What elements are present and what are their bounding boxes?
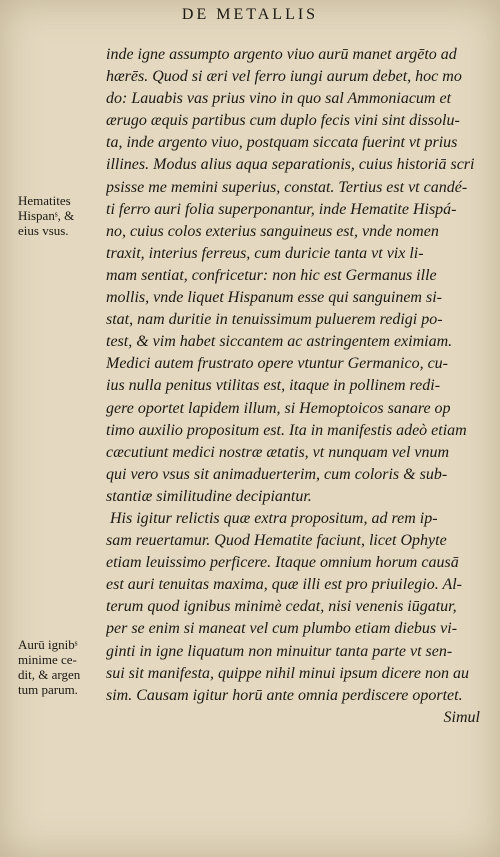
text-line: psisse me memini superius, constat. Tertius est vt candé- — [106, 178, 468, 196]
text-line: mam sentiat, confricetur: non hic est Germanus ille — [106, 266, 437, 284]
text-line: terum quod ignibus minimè cedat, nisi venenis iūgatur, — [106, 598, 457, 616]
text-line: hærēs. Quod si æri vel ferro iungi aurum debet, hoc mo — [106, 68, 462, 86]
text-line: His igitur relictis quæ extra propositum, ad rem ip- — [110, 509, 438, 527]
text-line: sui sit manifesta, quippe nihil minui ipsum dicere non au — [106, 664, 469, 682]
text-line: cæcutiunt medici nostræ ætatis, vt nunquam vel vnum — [106, 443, 450, 461]
text-line: ti ferro auri folia superponantur, inde Hematite Hispá- — [106, 200, 457, 218]
body-text — [106, 44, 484, 729]
margin-note-line: Hispanˢ, & — [18, 208, 75, 223]
text-line: ius nulla penitus vtilitas est, itaque in pollinem redi- — [106, 377, 441, 395]
text-line: per se enim si maneat vel cum plumbo etiam diebus vi- — [106, 620, 458, 638]
text-line: ginti in igne liquatum non minuitur tanta parte vt sen- — [106, 642, 453, 660]
text-line: ta, inde argento viuo, postquam siccata fuerint vt prius — [106, 134, 458, 152]
margin-note-line: Aurū ignibˢ — [18, 637, 78, 652]
text-line: traxit, interius ferreus, cum duricie tanta vt vix li- — [106, 244, 424, 262]
text-line: illines. Modus alius aqua separationis, cuius historiā scri — [106, 156, 475, 174]
text-line: gere oportet lapidem illum, si Hemoptoicos sanare op — [106, 399, 451, 417]
margin-note-line: eius vsus. — [18, 223, 69, 238]
text-line: qui vero vsus sit animaduerterim, cum coloris & sub- — [106, 465, 448, 483]
margin-note-line: tum parum. — [18, 682, 78, 697]
text-line: inde igne assumpto argento viuo aurū manet argēto ad — [106, 46, 457, 63]
margin-note-line: Hematites — [18, 193, 71, 208]
margin-note-line: minime ce- — [18, 652, 77, 667]
text-line: sam reuertamur. Quod Hematite faciunt, licet Ophyte — [106, 532, 447, 550]
text-line: ærugo æquis partibus cum duplo fecis vini sint dissolu- — [106, 112, 460, 130]
running-head: DE METALLIS — [181, 6, 319, 23]
text-line: stantiæ similitudine decipiantur. — [106, 487, 312, 505]
text-line: sim. Causam igitur horū ante omnia perdiscere oportet. — [106, 686, 463, 704]
text-line: no, cuius colos exterius sanguineus est, vnde nomen — [106, 222, 439, 240]
text-line: test, & vim habet siccantem ac astringentem eximiam. — [106, 333, 453, 351]
text-line: timo auxilio propositum est. Ita in manifestis adeò etiam — [106, 421, 467, 439]
text-line: est auri tenuitas maxima, quæ illi est pro priuilegio. Al- — [106, 576, 462, 594]
text-line: stat, nam duritie in tenuissimum puluerem redigi po- — [106, 311, 443, 329]
text-line: Medici autem frustrato opere vtuntur Germanico, cu- — [106, 355, 449, 373]
margin-note-aurum — [18, 637, 80, 697]
text-line: etiam leuissimo perficere. Itaque omnium horum causā — [106, 554, 459, 572]
text-line: mollis, vnde liquet Hispanum esse qui sanguinem si- — [106, 289, 442, 307]
catchword: Simul — [443, 708, 480, 726]
margin-note-hematites — [18, 193, 74, 238]
text-line: do: Lauabis vas prius vino in quo sal Ammoniacum et — [106, 90, 452, 108]
margin-note-line: dit, & argen — [18, 667, 81, 682]
